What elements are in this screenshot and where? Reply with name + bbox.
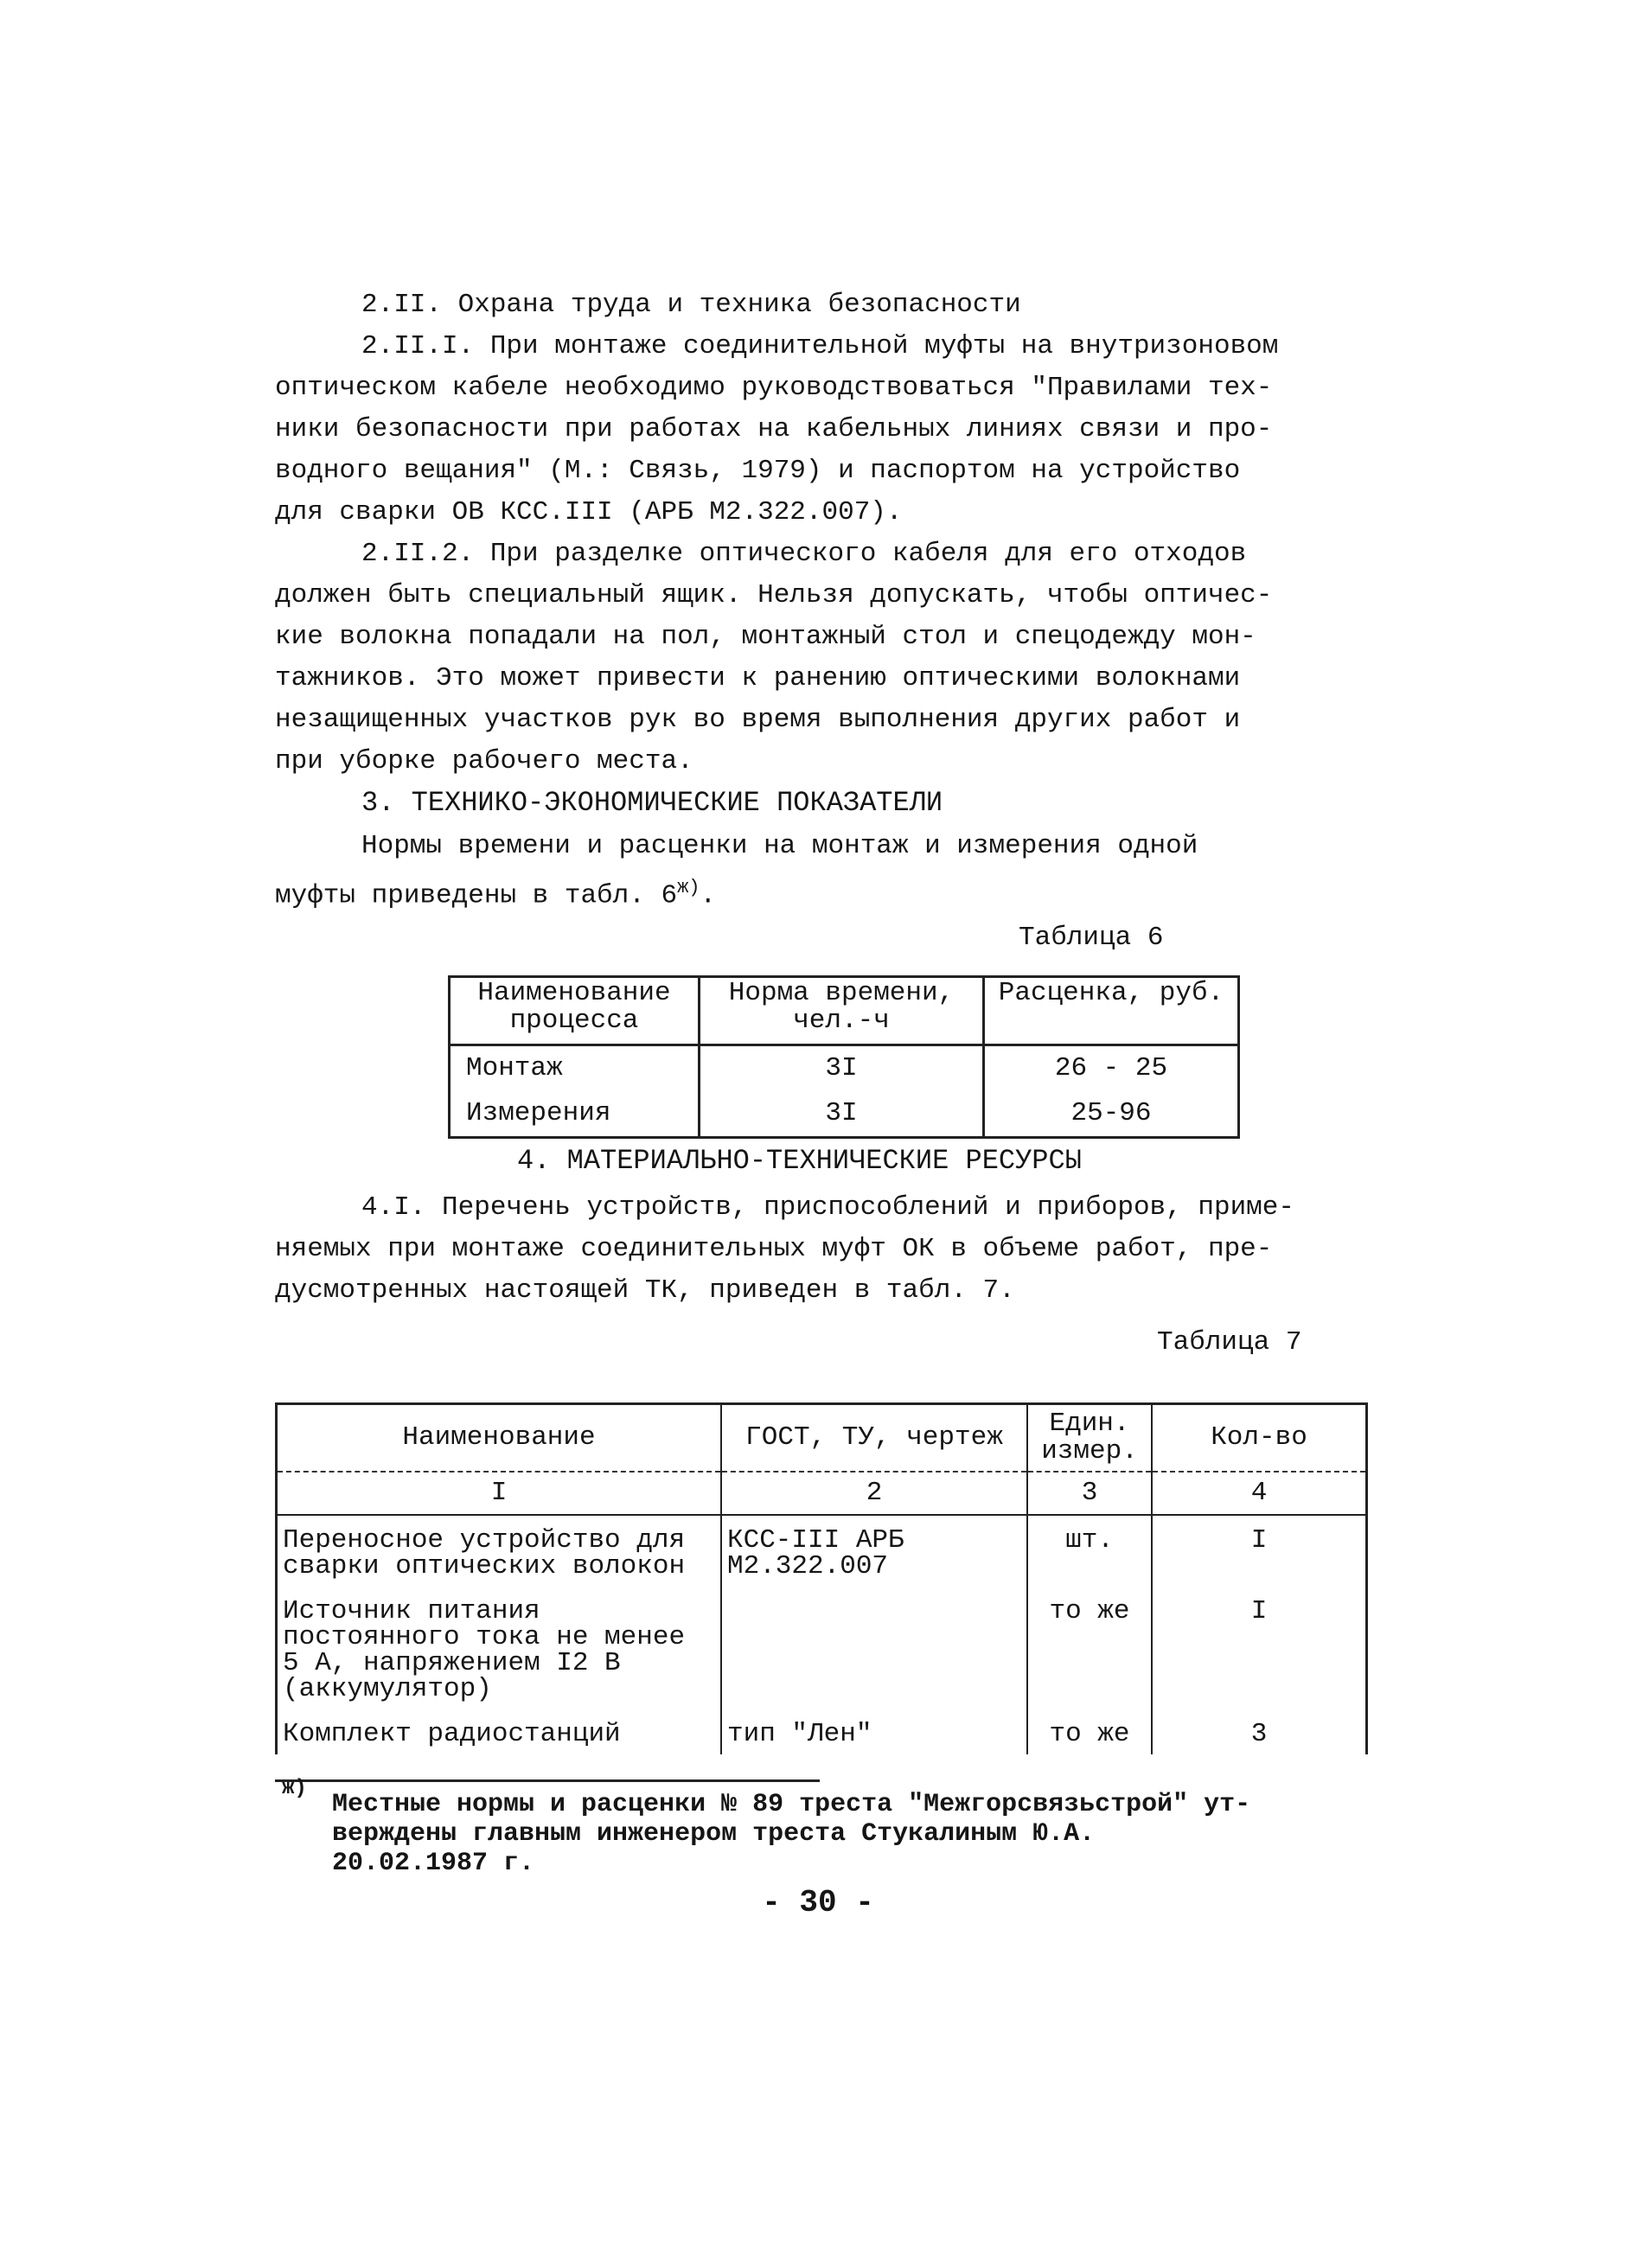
paragraph-line: кие волокна попадали на пол, монтажный стол и спецодежду мон-: [275, 622, 1256, 652]
section-heading: 2.II. Охрана труда и техника безопасности: [361, 290, 1021, 320]
table-header-row: [450, 977, 1239, 1045]
table-cell: [721, 1587, 1027, 1709]
table-cell: I: [1152, 1587, 1367, 1709]
table-cell: 4: [1152, 1472, 1367, 1515]
paragraph-line: 4.I. Перечень устройств, приспособлений и приборов, приме-: [361, 1192, 1294, 1223]
paragraph-line: ники безопасности при работах на кабельных линиях связи и про-: [275, 414, 1273, 444]
table-cell: то же: [1027, 1587, 1152, 1709]
table-row: [277, 1587, 1367, 1709]
table-cell: то же: [1027, 1709, 1152, 1754]
table-cell: 26 - 25: [984, 1045, 1239, 1092]
paragraph-line: должен быть специальный ящик. Нельзя допускать, чтобы оптичес-: [275, 580, 1273, 610]
table-header-cell: Наименование: [277, 1404, 722, 1473]
table-header-cell: Един. измер.: [1027, 1404, 1152, 1473]
table6-caption: Таблица 6: [1019, 923, 1164, 953]
paragraph-end: .: [700, 880, 717, 911]
footnote-line: 20.02.1987 г.: [332, 1849, 535, 1878]
table-cell: КСС-III АРБ М2.322.007: [721, 1515, 1027, 1587]
footnote-line: верждены главным инженером треста Стукалиным Ю.А.: [332, 1819, 1096, 1849]
heading-technical-economic: 3. ТЕХНИКО-ЭКОНОМИЧЕСКИЕ ПОКАЗАТЕЛИ: [361, 787, 943, 819]
footnote-line: Местные нормы и расценки № 89 треста "Межгорсвязьстрой" ут-: [332, 1790, 1251, 1819]
table-cell: Источник питания постоянного тока не менее 5 А, напряжением I2 В (аккумулятор): [277, 1587, 722, 1709]
paragraph-line: Нормы времени и расценки на монтаж и измерения одной: [361, 831, 1198, 861]
paragraph-line: незащищенных участков рук во время выполнения других работ и: [275, 705, 1241, 735]
table-number-row: [277, 1472, 1367, 1515]
table-cell: Монтаж: [450, 1045, 700, 1092]
table-header-cell: Наименование процесса: [450, 977, 700, 1045]
paragraph-line: дусмотренных настоящей ТК, приведен в табл. 7.: [275, 1275, 1015, 1306]
page-number: - 30 -: [762, 1885, 874, 1920]
table7-caption: Таблица 7: [1157, 1327, 1302, 1358]
table-cell: 3I: [700, 1045, 984, 1092]
table-row: [450, 1091, 1239, 1138]
paragraph-line: водного вещания" (М.: Связь, 1979) и паспортом на устройство: [275, 456, 1241, 486]
table-cell: 25-96: [984, 1091, 1239, 1138]
table-cell: 3: [1027, 1472, 1152, 1515]
footnote-mark: ж): [282, 1777, 307, 1800]
paragraph-line: оптическом кабеле необходимо руководствоваться "Правилами тех-: [275, 373, 1273, 403]
table-7: [275, 1402, 1368, 1754]
paragraph-line: 2.II.2. При разделке оптического кабеля для его отходов: [361, 539, 1247, 569]
table-cell: Измерения: [450, 1091, 700, 1138]
paragraph-line: [275, 866, 716, 917]
paragraph-text: муфты приведены в табл. 6: [275, 880, 678, 911]
table-cell: Переносное устройство для сварки оптических волокон: [277, 1515, 722, 1587]
paragraph-line: при уборке рабочего места.: [275, 746, 693, 776]
table-header-cell: Кол-во: [1152, 1404, 1367, 1473]
table-cell: 2: [721, 1472, 1027, 1515]
table-cell: I: [277, 1472, 722, 1515]
paragraph-line: тажников. Это может привести к ранению оптическими волокнами: [275, 663, 1241, 693]
table-cell: I: [1152, 1515, 1367, 1587]
table-cell: шт.: [1027, 1515, 1152, 1587]
table-header-cell: Норма времени, чел.-ч: [700, 977, 984, 1045]
table-header-cell: ГОСТ, ТУ, чертеж: [721, 1404, 1027, 1473]
paragraph-line: няемых при монтаже соединительных муфт ОК в объеме работ, пре-: [275, 1234, 1273, 1264]
table-row: [277, 1515, 1367, 1587]
table-cell: тип "Лен": [721, 1709, 1027, 1754]
footnote-ref: ж): [677, 877, 700, 898]
table-header-cell: Расценка, руб.: [984, 977, 1239, 1045]
table-row: [277, 1709, 1367, 1754]
table-cell: 3I: [700, 1091, 984, 1138]
heading-material-resources: 4. МАТЕРИАЛЬНО-ТЕХНИЧЕСКИЕ РЕСУРСЫ: [517, 1145, 1082, 1177]
table-row: [450, 1045, 1239, 1092]
table-cell: Комплект радиостанций: [277, 1709, 722, 1754]
table-6: [448, 975, 1240, 1139]
table-header-row: [277, 1404, 1367, 1473]
footnote-divider: [275, 1779, 820, 1782]
paragraph-line: для сварки ОВ КСС.III (АРБ М2.322.007).: [275, 497, 903, 527]
table-cell: 3: [1152, 1709, 1367, 1754]
paragraph-line: 2.II.I. При монтаже соединительной муфты на внутризоновом: [361, 331, 1279, 361]
